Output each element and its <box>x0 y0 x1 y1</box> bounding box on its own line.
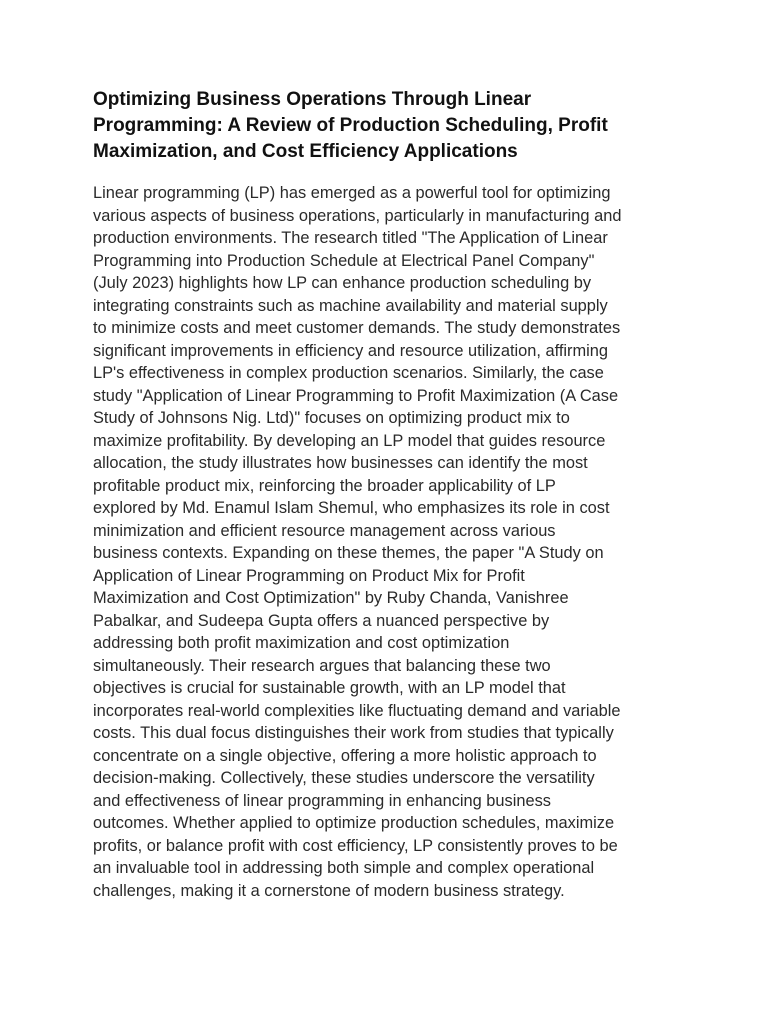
body-line: addressing both profit maximization and cost optimization <box>93 634 510 652</box>
body-line: business contexts. Expanding on these themes, the paper "A Study on <box>93 544 604 562</box>
body-line: minimization and efficient resource management across various <box>93 521 556 540</box>
title-line: Maximization, and Cost Efficiency Applications <box>93 141 518 162</box>
body-line: concentrate on a single objective, offering a more holistic approach to <box>93 746 597 765</box>
body-line: Programming into Production Schedule at Electrical Panel Company" <box>93 251 595 270</box>
body-line: profitable product mix, reinforcing the broader applicability of LP <box>93 476 556 495</box>
body-line: profits, or balance profit with cost efficiency, LP consistently proves to be <box>93 836 618 855</box>
body-line: LP's effectiveness in complex production scenarios. Similarly, the case <box>93 364 604 382</box>
body-line: Maximization and Cost Optimization" by Ruby Chanda, Vanishree <box>93 589 569 607</box>
body-line: incorporates real-world complexities like fluctuating demand and variable <box>93 701 621 720</box>
body-line: simultaneously. Their research argues that balancing these two <box>93 656 551 675</box>
body-line: outcomes. Whether applied to optimize production schedules, maximize <box>93 814 615 832</box>
body-line: various aspects of business operations, particularly in manufacturing and <box>93 206 622 225</box>
title-line: Programming: A Review of Production Scheduling, Profit <box>93 115 608 136</box>
body-line: to minimize costs and meet customer demands. The study demonstrates <box>93 319 621 337</box>
body-line: objectives is crucial for sustainable growth, with an LP model that <box>93 679 566 697</box>
body-line: study "Application of Linear Programming to Profit Maximization (A Case <box>93 386 619 405</box>
body-line: costs. This dual focus distinguishes their work from studies that typically <box>93 724 614 742</box>
body-line: Application of Linear Programming on Product Mix for Profit <box>93 566 525 585</box>
body-line: and effectiveness of linear programming in enhancing business <box>93 791 552 810</box>
body-line: an invaluable tool in addressing both simple and complex operational <box>93 859 595 877</box>
body-paragraph <box>93 182 733 902</box>
body-line: integrating constraints such as machine availability and material supply <box>93 296 608 315</box>
body-line: Pabalkar, and Sudeepa Gupta offers a nuanced perspective by <box>93 611 550 630</box>
body-line: decision-making. Collectively, these studies underscore the versatility <box>93 769 595 787</box>
document-title <box>93 87 733 165</box>
body-line: allocation, the study illustrates how businesses can identify the most <box>93 454 588 472</box>
body-line: production environments. The research titled "The Application of Linear <box>93 229 608 247</box>
body-line: maximize profitability. By developing an LP model that guides resource <box>93 431 606 450</box>
body-line: significant improvements in efficiency and resource utilization, affirming <box>93 341 609 360</box>
body-line: Study of Johnsons Nig. Ltd)" focuses on optimizing product mix to <box>93 409 570 427</box>
body-line: (July 2023) highlights how LP can enhance production scheduling by <box>93 274 592 292</box>
title-line: Optimizing Business Operations Through Linear <box>93 89 532 110</box>
body-line: explored by Md. Enamul Islam Shemul, who emphasizes its role in cost <box>93 499 610 517</box>
body-line: Linear programming (LP) has emerged as a powerful tool for optimizing <box>93 184 611 202</box>
body-line: challenges, making it a cornerstone of modern business strategy. <box>93 881 565 900</box>
